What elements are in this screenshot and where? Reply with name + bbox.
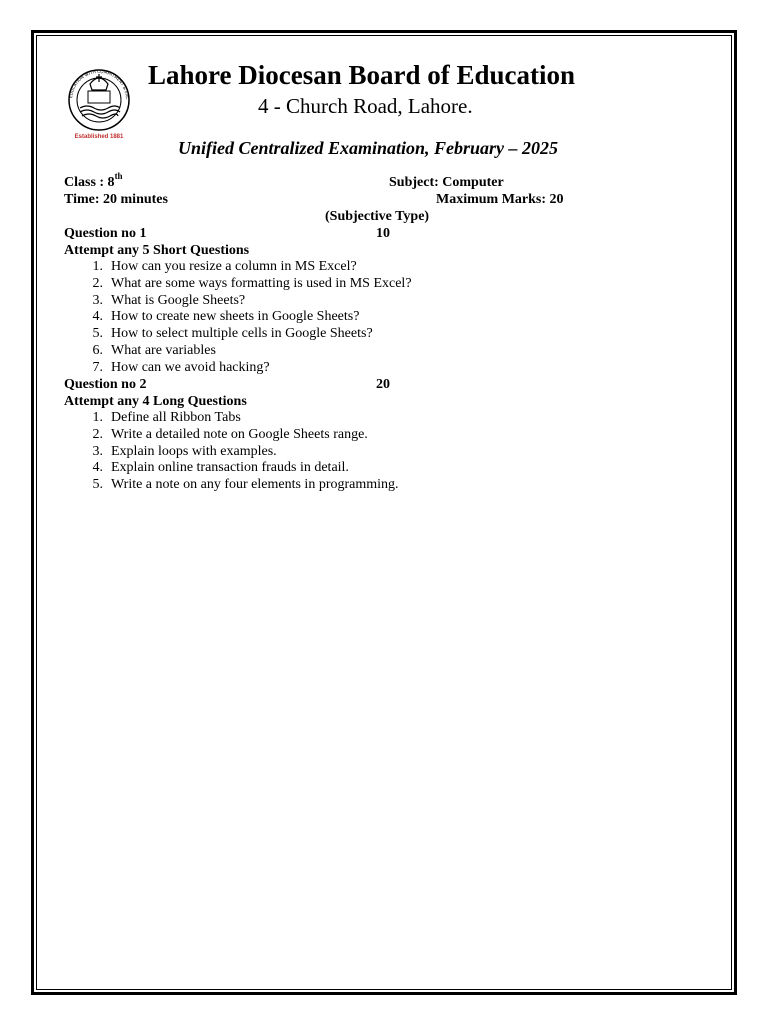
board-title: Lahore Diocesan Board of Education: [148, 60, 576, 90]
list-item: 4. How to create new sheets in Google Sheets?: [92, 309, 360, 325]
logo-established-text: Established 1881: [74, 134, 124, 140]
board-address: 4 - Church Road, Lahore.: [258, 94, 473, 118]
list-item: 4. Explain online transaction frauds in detail.: [92, 460, 349, 476]
time-label: Time: 20 minutes: [64, 192, 168, 207]
list-item: 3. Explain loops with examples.: [92, 443, 277, 459]
list-item: 1. How can you resize a column in MS Excel?: [92, 259, 357, 274]
question-1-instruction: Attempt any 5 Short Questions: [64, 243, 250, 258]
subject-label: Subject: Computer: [389, 175, 504, 190]
question-1-marks: 10: [376, 226, 390, 241]
class-label: Class : 8th: [64, 171, 123, 190]
page-border-inner: [36, 35, 732, 990]
question-2-instruction: Attempt any 4 Long Questions: [64, 394, 247, 409]
exam-title: Unified Centralized Examination, February – 2025: [178, 138, 559, 158]
paper-type: (Subjective Type): [325, 209, 430, 224]
max-marks-label: Maximum Marks: 20: [436, 192, 564, 207]
list-item: 5. Write a note on any four elements in programming.: [92, 477, 399, 493]
question-2-heading: Question no 2: [64, 377, 147, 392]
list-item: 1. Define all Ribbon Tabs: [92, 410, 241, 425]
list-item: 6. What are variables: [92, 342, 216, 358]
list-item: 3. What is Google Sheets?: [92, 292, 246, 308]
long-questions-list: [85, 410, 399, 494]
list-item: 2. What are some ways formatting is used in MS Excel?: [92, 275, 412, 291]
list-item: 5. How to select multiple cells in Google Sheets?: [92, 326, 373, 342]
board-logo: [62, 60, 136, 142]
question-2-marks: 20: [376, 377, 390, 392]
list-item: 2. Write a detailed note on Google Sheets range.: [92, 426, 368, 442]
list-item: 7. How can we avoid hacking?: [92, 359, 270, 375]
short-questions-list: [85, 259, 412, 377]
question-1-heading: Question no 1: [64, 226, 147, 241]
svg-text:EDUCATION WITH COMMITMENT & EX: EDUCATION WITH COMMITMENT & EXC: [68, 68, 131, 100]
